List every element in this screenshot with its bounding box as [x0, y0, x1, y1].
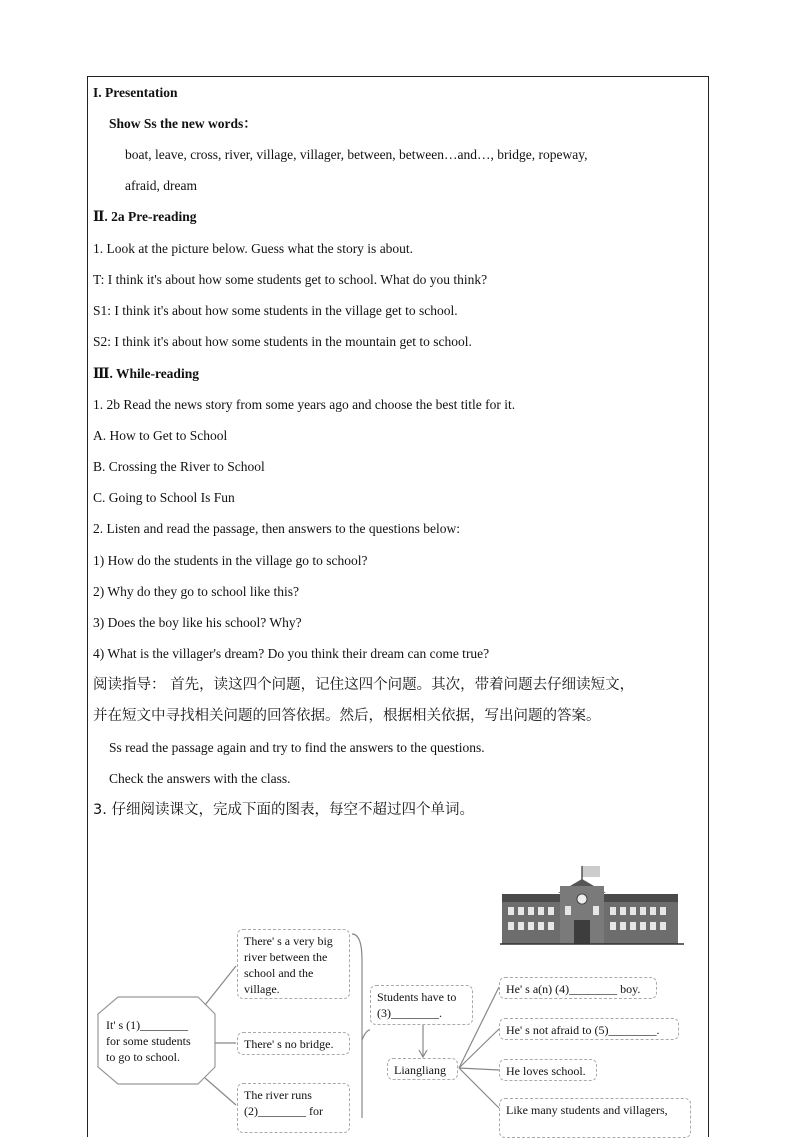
pre-reading-line: S2: I think it's about how some students in the mountain get to school.	[93, 334, 472, 349]
box-line: There' s no bridge.	[244, 1037, 334, 1051]
octagon-line: for some students	[106, 1034, 191, 1048]
reason-box-runs	[237, 1083, 350, 1133]
vocab-line-1: boat, leave, cross, river, village, villager, between, between…and…, bridge, ropeway,	[125, 147, 588, 162]
box-line: (2)________ for	[244, 1104, 323, 1118]
box-line: Liangliang	[394, 1063, 446, 1077]
octagon-line: to go to school.	[106, 1050, 180, 1064]
check-line: Check the answers with the class.	[109, 771, 291, 786]
vocab-line-2: afraid, dream	[125, 178, 197, 193]
box-line: river between the	[244, 950, 328, 964]
school-building-icon	[500, 866, 684, 944]
liangliang-box	[387, 1058, 458, 1080]
octagon-line: It' s (1)________	[106, 1018, 189, 1032]
box-line: Like many students and villagers,	[506, 1103, 668, 1117]
box-line: The river runs	[244, 1088, 312, 1102]
task-1: 1. 2b Read the news story from some years ago and choose the best title for it.	[93, 397, 516, 412]
box-line: He loves school.	[506, 1064, 586, 1078]
question-1: 1) How do the students in the village go to school?	[93, 553, 368, 568]
pre-reading-line: 1. Look at the picture below. Guess what the story is about.	[93, 241, 414, 256]
option-a: A. How to Get to School	[93, 428, 228, 443]
trait-box-2	[499, 1018, 679, 1040]
question-3: 3) Does the boy like his school? Why?	[93, 615, 302, 630]
box-line: He' s a(n) (4)________ boy.	[506, 982, 641, 996]
center-octagon-text	[106, 1017, 210, 1065]
option-b: B. Crossing the River to School	[93, 459, 265, 474]
box-line: (3)________.	[377, 1006, 442, 1020]
box-line: Students have to	[377, 990, 457, 1004]
box-line: village.	[244, 982, 280, 996]
box-line: There' s a very big	[244, 934, 333, 948]
while-reading-heading: Ⅲ. While-reading	[93, 366, 199, 381]
presentation-heading: I. Presentation	[93, 85, 178, 100]
option-c: C. Going to School Is Fun	[93, 490, 235, 505]
pre-reading-heading: Ⅱ. 2a Pre-reading	[93, 209, 197, 224]
reading-guide-line-1: 阅读指导： 首先，读这四个问题，记住这四个问题。其次，带着问题去仔细读短文，	[93, 677, 635, 693]
ss-read-line: Ss read the passage again and try to find the answers to the questions.	[109, 740, 485, 755]
question-2: 2) Why do they go to school like this?	[93, 584, 299, 599]
reading-guide-line-2: 并在短文中寻找相关问题的回答依据。然后，根据相关依据，写出问题的答案。	[93, 708, 601, 724]
trait-box-3	[499, 1059, 597, 1081]
reason-box-bridge	[237, 1032, 350, 1055]
trait-box-4	[499, 1098, 691, 1138]
task-2: 2. Listen and read the passage, then answers to the questions below:	[93, 521, 461, 536]
task-3: 3. 仔细阅读课文，完成下面的图表，每空不超过四个单词。	[93, 802, 474, 818]
students-have-to-box	[370, 985, 473, 1025]
box-line: school and the	[244, 966, 314, 980]
pre-reading-line: S1: I think it's about how some students in the village get to school.	[93, 303, 458, 318]
question-4: 4) What is the villager's dream? Do you think their dream can come true?	[93, 646, 490, 661]
show-words-line: Show Ss the new words：	[109, 116, 257, 131]
reason-box-river	[237, 929, 350, 999]
pre-reading-line: T: I think it's about how some students get to school. What do you think?	[93, 272, 488, 287]
trait-box-1	[499, 977, 657, 999]
box-line: He' s not afraid to (5)________.	[506, 1023, 660, 1037]
